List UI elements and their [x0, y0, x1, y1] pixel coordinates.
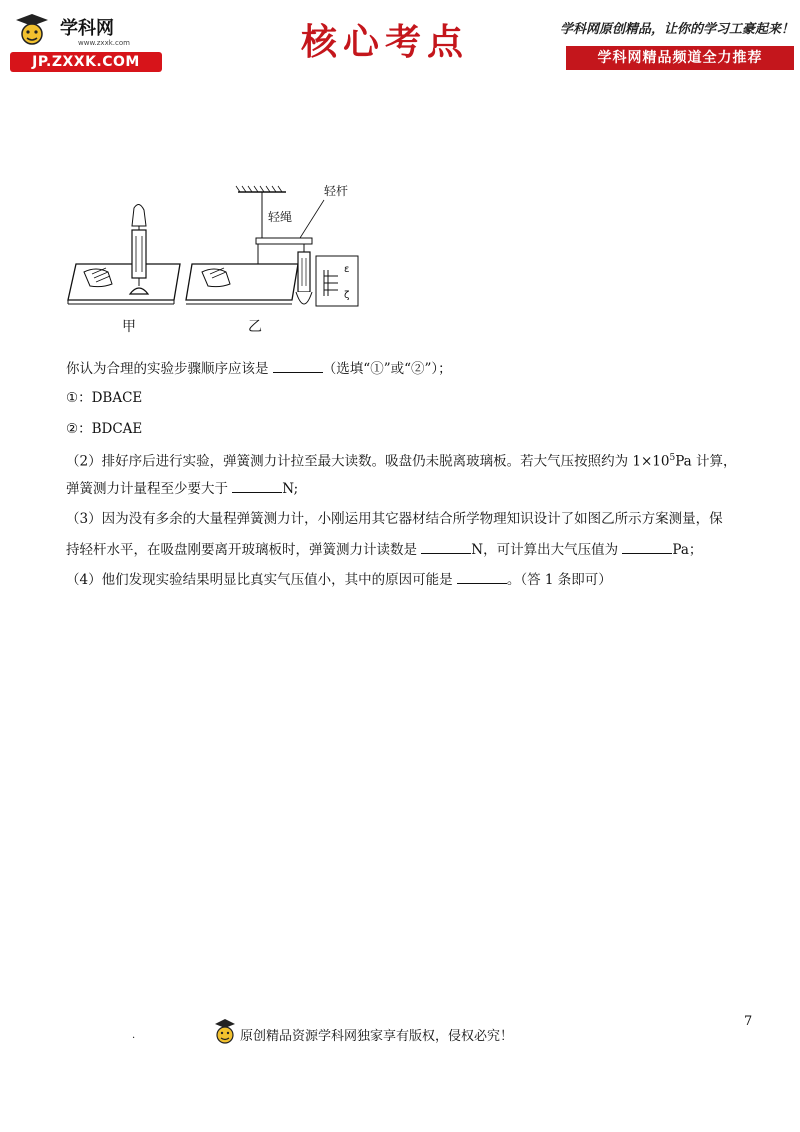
- logo-text: 学科网: [60, 18, 114, 39]
- question-order-text: 你认为合理的实验步骤顺序应该是: [66, 361, 273, 377]
- logo-subtext: www.zxxk.com: [78, 39, 130, 47]
- figure-label-rope: 轻绳: [268, 210, 293, 224]
- question-4: [66, 569, 612, 590]
- question-4-text: （4）他们发现实验结果明显比真实气压值小，其中的原因可能是: [66, 572, 457, 588]
- figure-label-jia: 甲: [122, 319, 136, 335]
- answer-blank-pressure[interactable]: [622, 539, 672, 554]
- header-title: 核心考点: [300, 21, 469, 63]
- question-2-line-1: [66, 448, 737, 472]
- header-badge: 学科网精品频道全力推荐: [566, 46, 794, 70]
- question-3-mid-text: N，可计算出大气压值为: [471, 542, 623, 558]
- question-2-range-text: 弹簧测力计量程至少要大于: [66, 481, 233, 497]
- option-1: ①：DBACE: [66, 390, 143, 406]
- mascot-icon: [212, 1018, 238, 1048]
- experiment-diagram: [62, 180, 382, 340]
- page-number: 7: [744, 1014, 753, 1029]
- logo-badge: JP.ZXXK.COM: [10, 52, 162, 72]
- question-order-hint: （选填“①”或“②”）；: [322, 361, 452, 377]
- question-2-line-2: [66, 478, 298, 499]
- question-4-hint: 。（答 1 条即可）: [506, 572, 612, 588]
- question-order: [66, 358, 452, 379]
- figure-label-yi: 乙: [248, 319, 262, 335]
- mascot-icon: [8, 12, 56, 52]
- footer-copyright: 原创精品资源学科网独家享有版权，侵权必究！: [240, 1029, 514, 1044]
- question-2-unit: Pa 计算，: [675, 453, 737, 470]
- answer-blank-reading[interactable]: [421, 539, 471, 554]
- question-3-text: 持轻杆水平，在吸盘刚要离开玻璃板时，弹簧测力计读数是: [66, 542, 422, 558]
- svg-text:ε: ε: [344, 264, 350, 275]
- figure-jia-drawing: [68, 204, 180, 304]
- answer-blank-order[interactable]: [273, 358, 323, 373]
- svg-text:ζ: ζ: [344, 290, 350, 301]
- experiment-figures: [62, 180, 382, 340]
- exponent: 5: [669, 453, 676, 463]
- figure-yi-drawing: [186, 186, 358, 306]
- site-logo: [8, 12, 158, 74]
- unit-newton: N;: [282, 481, 299, 497]
- option-2: ②：BDCAE: [66, 421, 143, 437]
- header-slogan: 学科网原创精品，让你的学习工豪起来！: [559, 22, 794, 37]
- answer-blank-reason[interactable]: [457, 569, 507, 584]
- question-3-line-1: （3）因为没有多余的大量程弹簧测力计，小刚运用其它器材结合所学物理知识设计了如图乙所示方案测量，保: [66, 511, 723, 527]
- answer-blank-range[interactable]: [232, 478, 282, 493]
- unit-pascal: Pa；: [672, 542, 703, 558]
- question-2-text: （2）排好序后进行实验，弹簧测力计拉至最大读数。吸盘仍未脱离玻璃板。若大气压按照约为 1×10: [66, 453, 670, 470]
- question-3-line-2: [66, 539, 702, 560]
- figure-label-rod: 轻杆: [324, 184, 349, 198]
- footer-dot: .: [132, 1030, 136, 1041]
